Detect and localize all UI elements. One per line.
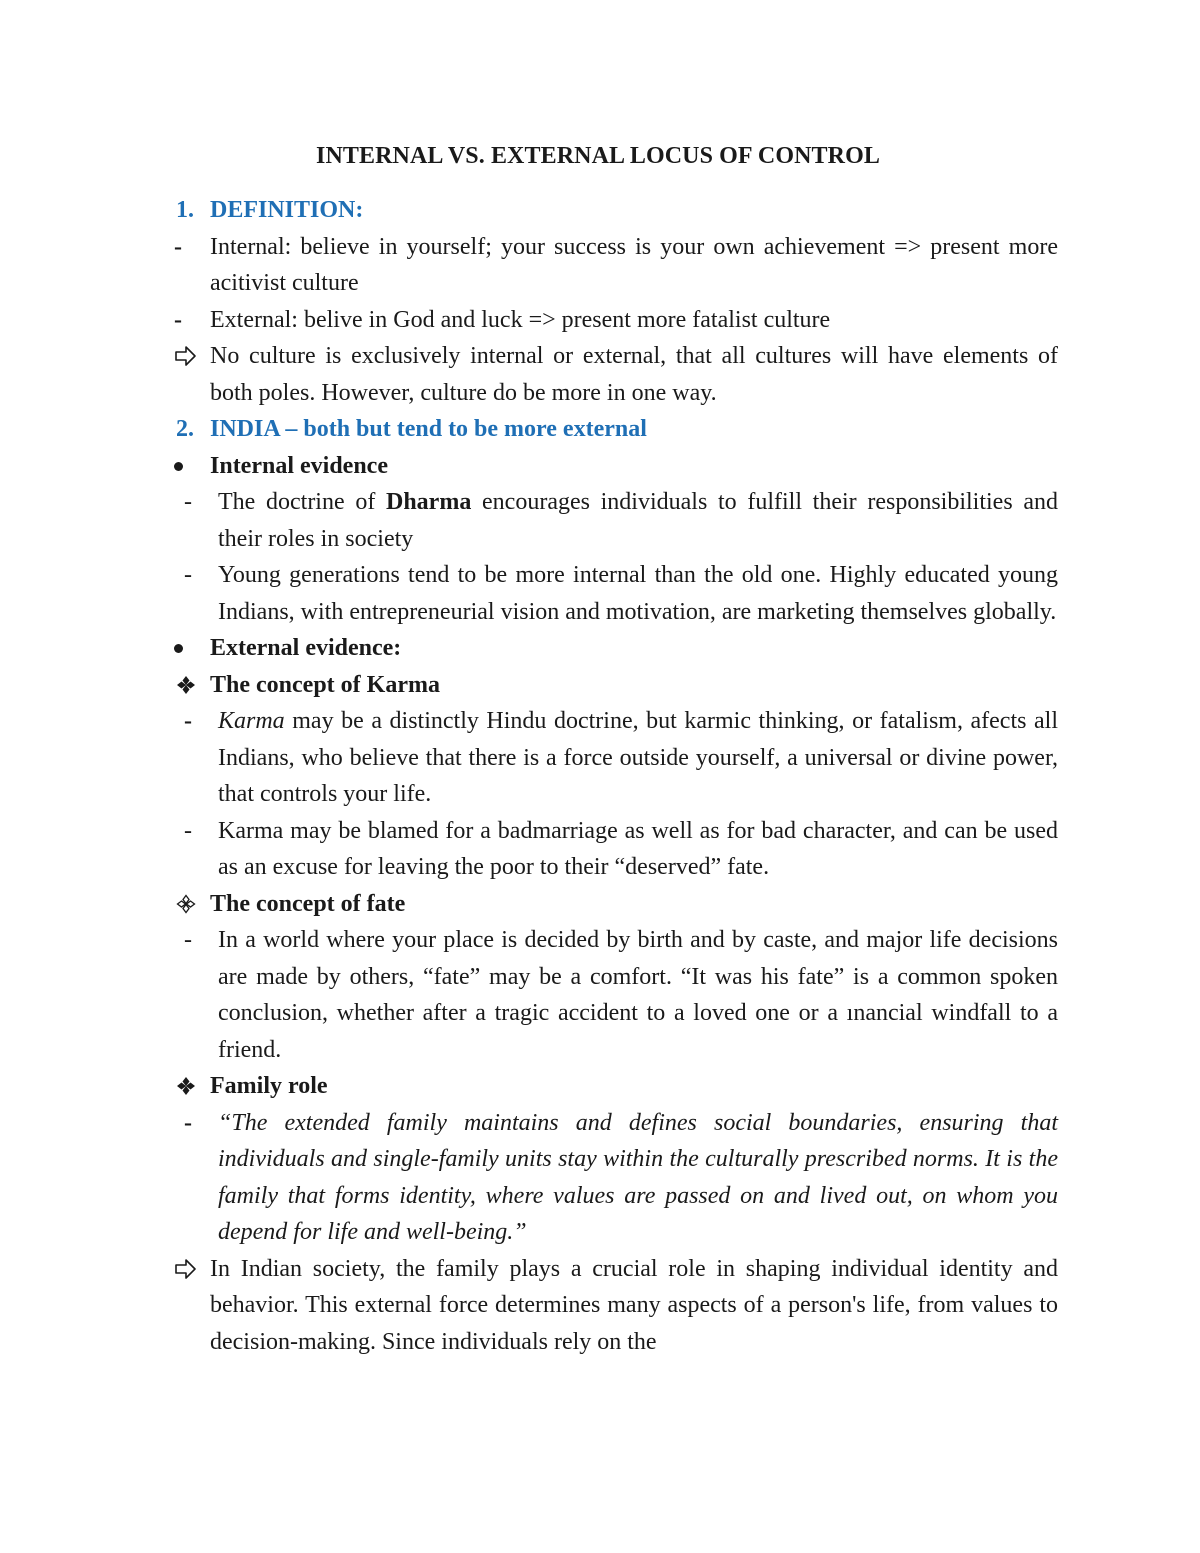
section-number: 1. [176, 197, 194, 223]
arrow-item-text: In Indian society, the family plays a crucial role in shaping individual identity and behavior. This external force determines many aspects of a person's life, from values to decision-making. Since individuals rely on the [210, 1255, 1058, 1355]
dash-bullet: - [184, 817, 192, 844]
list-item-text: Young generations tend to be more internal than the old one. Highly educated young Indians, with entrepreneurial vision and motivation, are marketing themselves globally. [218, 562, 1058, 625]
section-heading-text: DEFINITION: [210, 197, 364, 223]
dash-bullet: - [174, 306, 182, 333]
list-item-dharma [172, 484, 1058, 557]
bullet-dot-icon [174, 630, 183, 667]
dharma-prefix: The doctrine of [218, 489, 376, 515]
bullet-dot-icon [174, 448, 183, 485]
list-item-text: External: belive in God and luck => present more fatalist culture [210, 306, 831, 333]
diamond-cluster-icon [174, 1068, 198, 1104]
karma-term: Karma [218, 708, 285, 734]
dash-bullet: - [184, 489, 192, 515]
dharma-suffix: encourages individuals to fulfill their responsibilities and their roles in society [218, 489, 1059, 552]
subheading-text: Internal evidence [210, 452, 388, 479]
arrow-right-outline-icon [174, 338, 198, 374]
list-item-karma-doctrine [172, 703, 1058, 813]
subheading-text: The concept of Karma [210, 671, 440, 698]
dash-bullet: - [184, 1109, 192, 1136]
list-item-text: Karma may be blamed for a badmarriage as well as for bad character, and can be used as an excuse for leaving the poor to their “deserved” fate. [218, 817, 1058, 880]
dash-bullet: - [184, 927, 192, 953]
section-heading-definition [172, 192, 1058, 229]
subheading-text: Family role [210, 1073, 328, 1099]
dharma-term: Dharma [386, 489, 472, 515]
dash-bullet: - [184, 562, 192, 588]
document-title: INTERNAL VS. EXTERNAL LOCUS OF CONTROL [316, 143, 880, 169]
arrow-right-outline-icon [174, 1251, 198, 1287]
subheading-text: The concept of fate [210, 890, 406, 917]
diamond-cluster-icon [174, 667, 198, 703]
arrow-item-family-conclusion [172, 1251, 1058, 1361]
list-item-fate [172, 922, 1058, 1068]
subheading-internal-evidence [172, 448, 1058, 485]
subheading-karma [172, 667, 1058, 704]
list-item-text [218, 703, 1058, 813]
list-item-text: In a world where your place is decided by birth and by caste, and major life decisions are made by others, “fate” may be a comfort. “It was his fate” is a common spoken conclusion, whether after a tragic accident to a loved one or a ınancial windfall to a friend. [218, 927, 1058, 1063]
section-number: 2. [176, 416, 194, 442]
subheading-fate [172, 886, 1058, 923]
dash-bullet: - [174, 233, 182, 260]
subheading-text: External evidence: [210, 635, 402, 661]
list-item-karma-blame [172, 813, 1058, 886]
karma-text: may be a distinctly Hindu doctrine, but karmic thinking, or fatalism, afects all Indians, who believe that there is a force outside yourself, a universal or divine power, that controls your life. [218, 708, 1059, 807]
document-body [172, 192, 1058, 1360]
section-heading-india [172, 411, 1058, 448]
arrow-item-text: No culture is exclusively internal or external, that all cultures will have elements of both poles. However, culture do be more in one way. [210, 343, 1058, 406]
section-heading-text: INDIA – both but tend to be more external [210, 416, 647, 442]
list-item-internal-definition [172, 229, 1058, 302]
list-item-young-generations [172, 557, 1058, 630]
subheading-family-role [172, 1068, 1058, 1105]
diamond-cluster-outline-icon [174, 886, 198, 922]
list-item-text: Internal: believe in yourself; your success is your own achievement => present more acitivist culture [210, 233, 1058, 296]
arrow-item-definition-conclusion [172, 338, 1058, 411]
subheading-external-evidence [172, 630, 1058, 667]
quote-text: “The extended family maintains and defines social boundaries, ensuring that individuals and single-family units stay within the culturally prescribed norms. It is the family that forms identity, where values are passed on and lived out, on whom you depend for life and well-being.” [218, 1109, 1058, 1245]
dash-bullet: - [184, 708, 192, 734]
list-item-text [218, 484, 1058, 557]
list-item-external-definition [172, 302, 1058, 339]
list-item-family-quote [172, 1105, 1058, 1251]
